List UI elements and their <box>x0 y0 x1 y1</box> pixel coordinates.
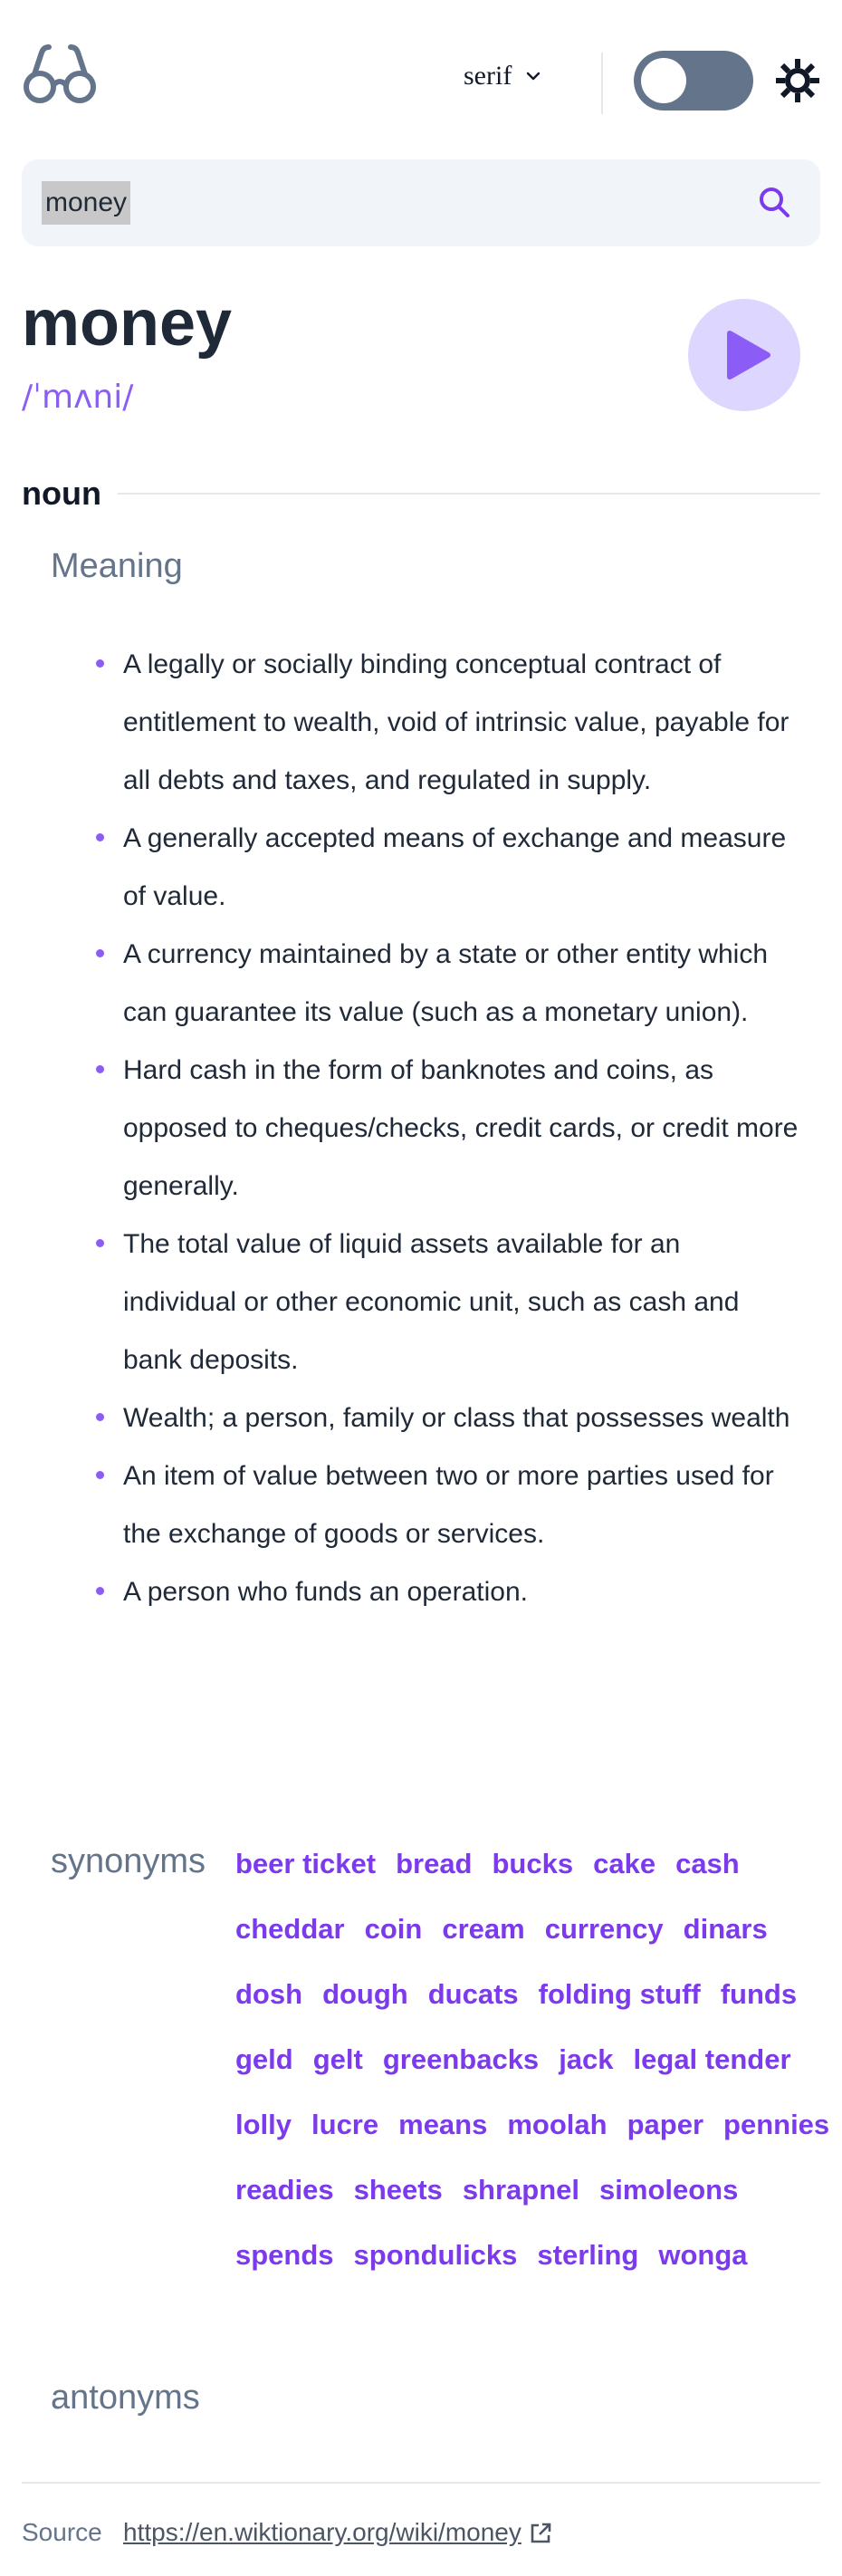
source-link[interactable]: https://en.wiktionary.org/wiki/money <box>123 2518 521 2546</box>
synonym-link[interactable]: jack <box>559 2043 614 2075</box>
glasses-icon <box>22 43 98 107</box>
font-select-value: serif <box>464 61 512 91</box>
synonym-link[interactable]: simoleons <box>599 2174 739 2206</box>
synonym-link[interactable]: currency <box>544 1913 664 1945</box>
synonym-link[interactable]: wonga <box>658 2239 748 2271</box>
synonym-link[interactable]: coin <box>364 1913 423 1945</box>
definition-item: Wealth; a person, family or class that possesses wealth <box>94 1389 800 1447</box>
synonym-link[interactable]: cake <box>593 1848 656 1879</box>
synonym-link[interactable]: dosh <box>235 1978 303 2010</box>
synonyms-label: synonyms <box>51 1842 206 1880</box>
synonym-link[interactable]: cream <box>442 1913 525 1945</box>
synonym-link[interactable]: bucks <box>492 1848 574 1879</box>
synonym-link[interactable]: dinars <box>683 1913 768 1945</box>
toggle-knob <box>641 58 686 103</box>
meaning-label: Meaning <box>51 547 183 585</box>
synonym-link[interactable]: pennies <box>723 2109 830 2140</box>
theme-toggle[interactable] <box>634 51 753 111</box>
definition-item: A generally accepted means of exchange and measure of value. <box>94 810 800 926</box>
search-icon[interactable] <box>753 181 797 225</box>
antonyms-label: antonyms <box>51 2379 200 2417</box>
sun-icon[interactable] <box>775 58 820 103</box>
part-of-speech-row <box>22 471 820 516</box>
play-pronunciation-button[interactable] <box>688 299 800 411</box>
synonym-link[interactable]: gelt <box>312 2043 363 2075</box>
chevron-down-icon <box>522 65 544 87</box>
synonym-list <box>235 1831 833 2288</box>
synonym-link[interactable]: beer ticket <box>235 1848 377 1879</box>
synonym-link[interactable]: bread <box>396 1848 473 1879</box>
synonym-link[interactable]: shrapnel <box>462 2174 580 2206</box>
synonym-link[interactable]: funds <box>720 1978 798 2010</box>
synonym-link[interactable]: lolly <box>235 2109 292 2140</box>
font-select[interactable] <box>464 56 544 96</box>
synonym-link[interactable]: cheddar <box>235 1913 345 1945</box>
definition-list <box>94 636 800 1621</box>
synonym-link[interactable]: geld <box>235 2043 293 2075</box>
phonetic: /ˈmʌni/ <box>22 379 134 416</box>
synonym-link[interactable]: means <box>398 2109 488 2140</box>
definition-item: A person who funds an operation. <box>94 1563 800 1621</box>
part-of-speech: noun <box>22 475 101 512</box>
synonym-link[interactable]: spends <box>235 2239 334 2271</box>
app-header <box>22 36 820 118</box>
synonym-link[interactable]: spondulicks <box>353 2239 518 2271</box>
footer-divider <box>22 2482 820 2484</box>
play-icon <box>724 330 771 380</box>
synonym-link[interactable]: ducats <box>427 1978 519 2010</box>
definition-item: An item of value between two or more parties used for the exchange of goods or services. <box>94 1447 800 1563</box>
search-input[interactable]: money <box>42 181 130 225</box>
synonym-link[interactable]: lucre <box>311 2109 379 2140</box>
synonym-link[interactable]: paper <box>627 2109 704 2140</box>
header-divider <box>601 53 603 114</box>
external-link-icon[interactable] <box>529 2522 552 2545</box>
synonym-link[interactable]: greenbacks <box>382 2043 540 2075</box>
source-label: Source <box>22 2518 102 2546</box>
definition-item: A currency maintained by a state or other entity which can guarantee its value (such as a monetary union). <box>94 926 800 1042</box>
definition-item: A legally or socially binding conceptual contract of entitlement to wealth, void of intrinsic value, payable for all debts and taxes, and regulated in supply. <box>94 636 800 810</box>
entry-word: money <box>22 287 233 360</box>
synonym-link[interactable]: legal tender <box>633 2043 791 2075</box>
search-bar <box>22 159 820 246</box>
synonym-link[interactable]: dough <box>322 1978 408 2010</box>
definition-item: Hard cash in the form of banknotes and coins, as opposed to cheques/checks, credit cards, or credit more generally. <box>94 1042 800 1216</box>
synonym-link[interactable]: readies <box>235 2174 334 2206</box>
definition-item: The total value of liquid assets available for an individual or other economic unit, such as cash and bank deposits. <box>94 1216 800 1389</box>
synonym-link[interactable]: sheets <box>353 2174 443 2206</box>
synonym-link[interactable]: sterling <box>537 2239 639 2271</box>
synonym-link[interactable]: moolah <box>507 2109 608 2140</box>
synonym-link[interactable]: cash <box>675 1848 740 1879</box>
section-divider <box>118 493 820 495</box>
synonym-link[interactable]: folding stuff <box>538 1978 701 2010</box>
